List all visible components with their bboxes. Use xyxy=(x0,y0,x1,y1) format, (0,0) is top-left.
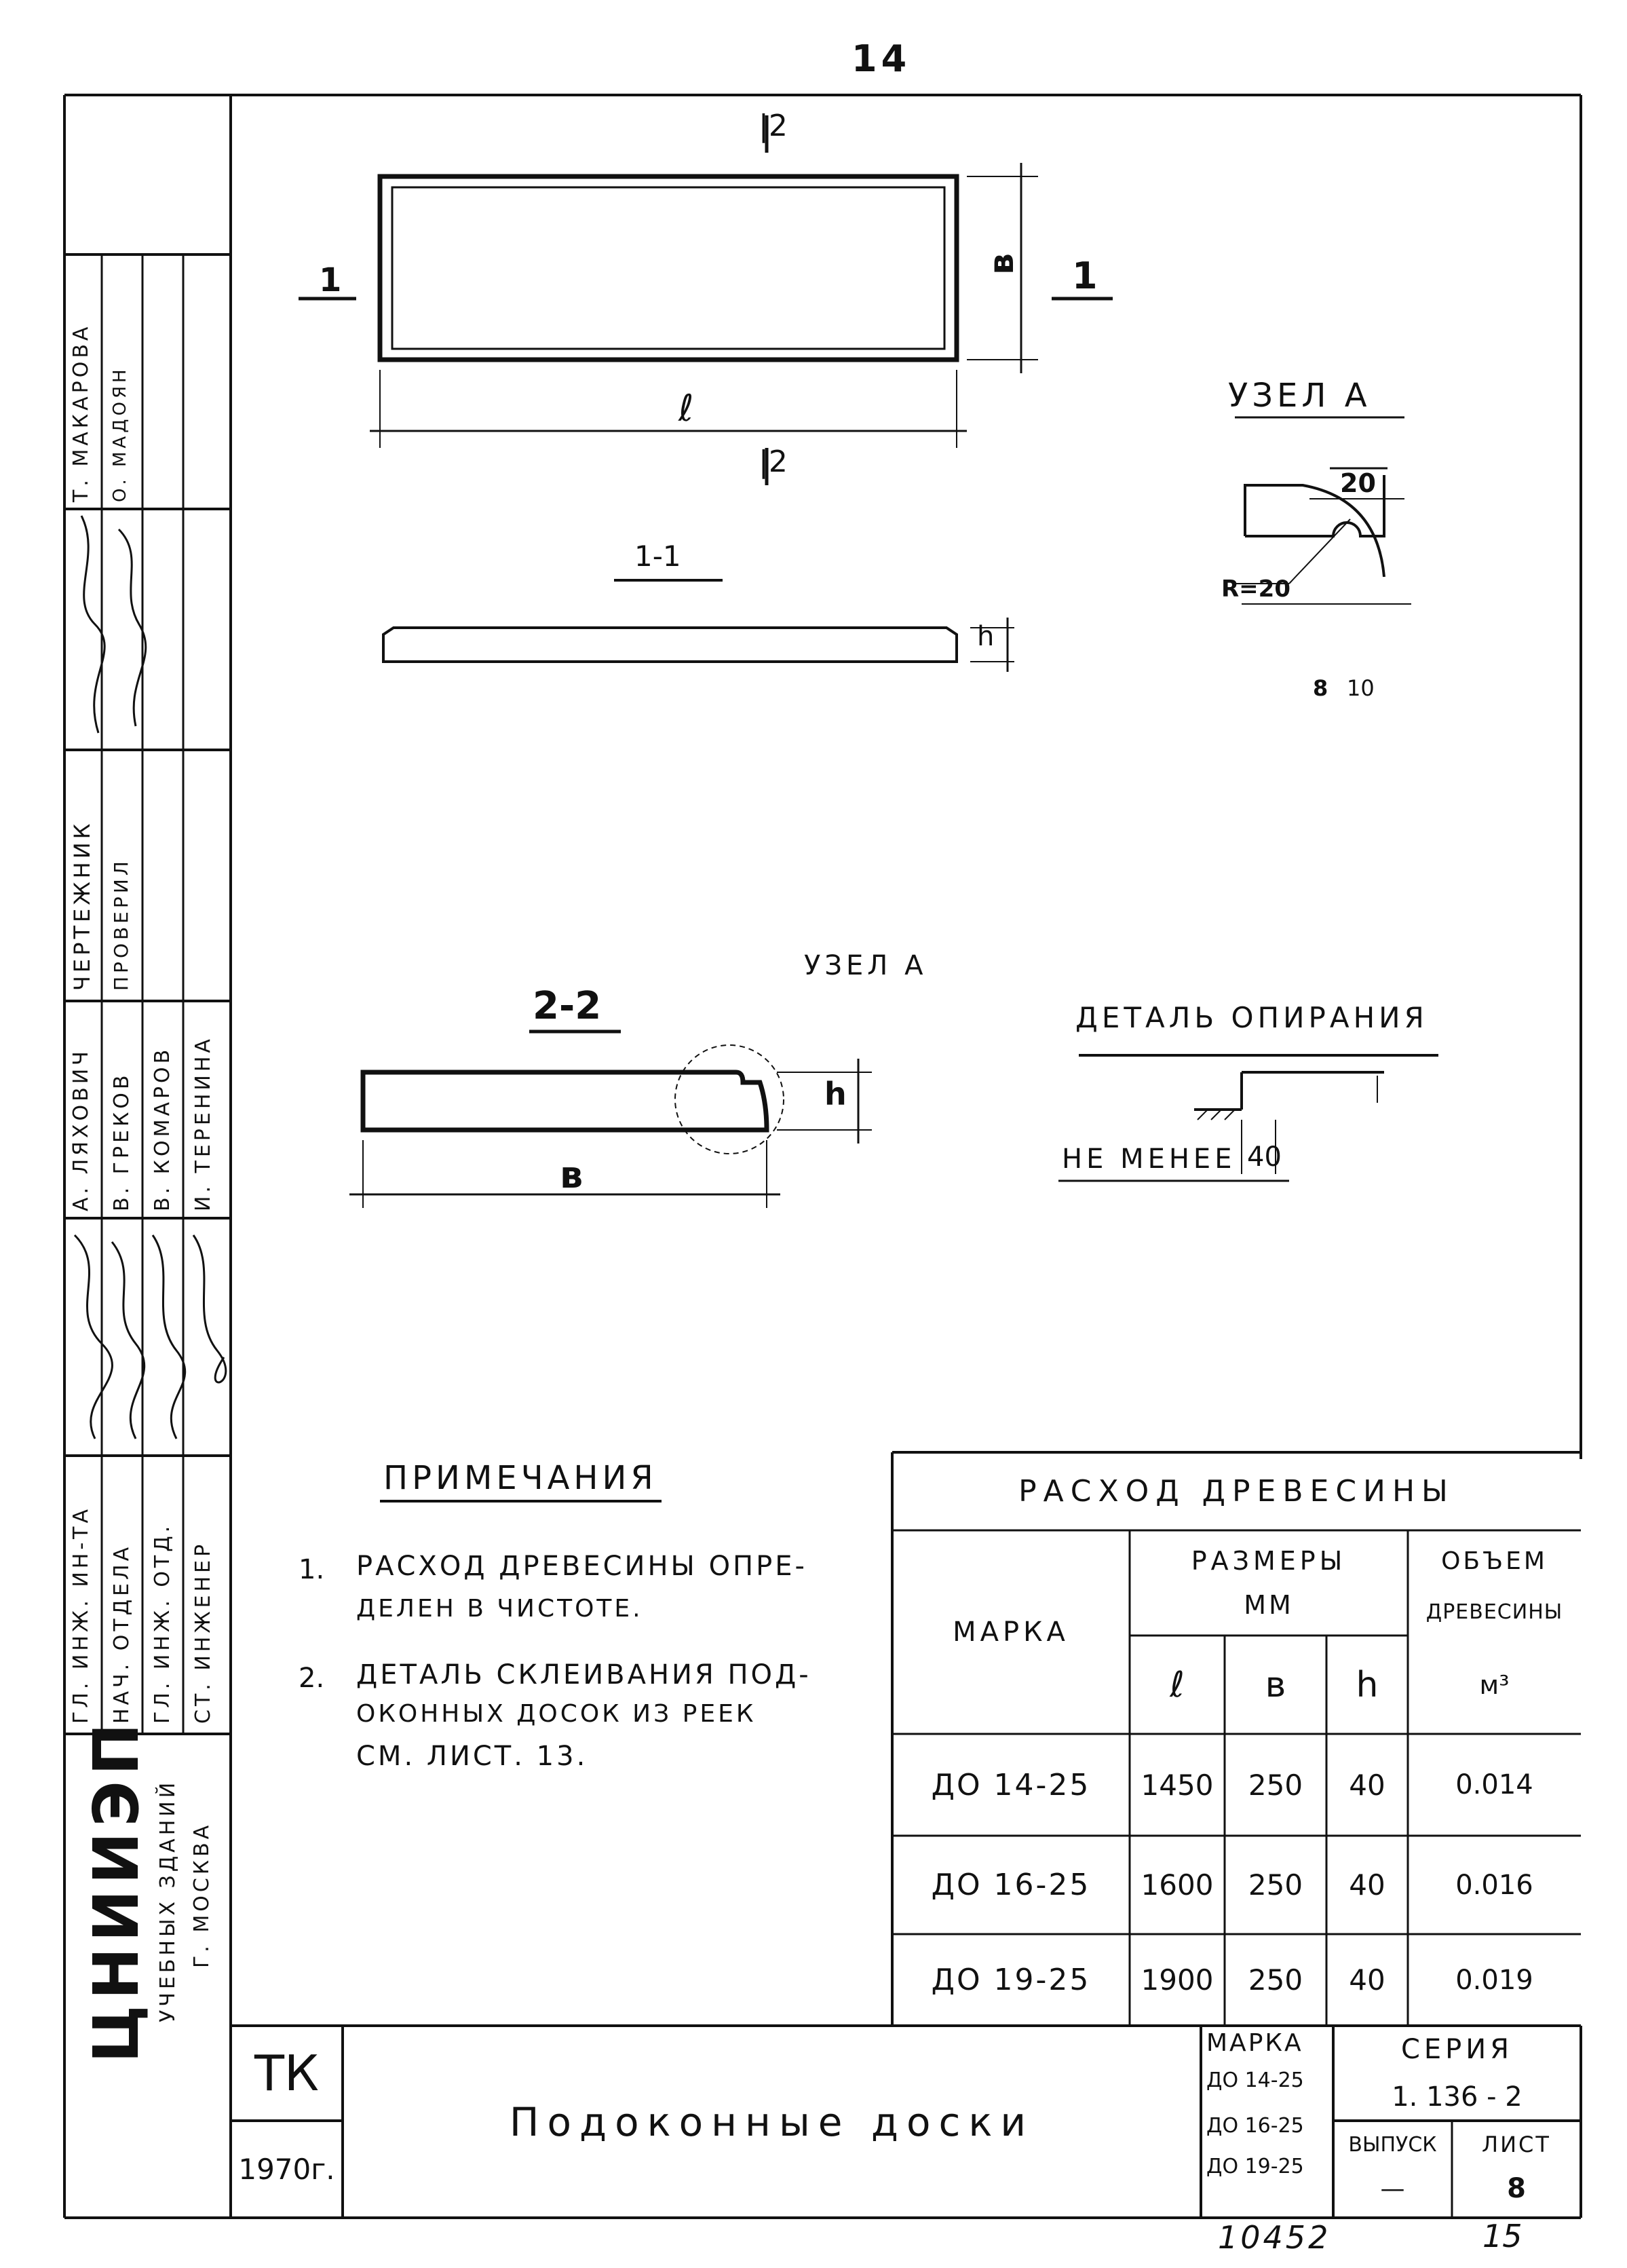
stamp-org-name: ЦНИИЭП xyxy=(80,1718,153,2063)
stamp-position-3: ГЛ. ИНЖ. ОТД. xyxy=(151,1522,174,1724)
table-row-3-b: 250 xyxy=(1248,1963,1303,1997)
table-row-1-b: 250 xyxy=(1248,1768,1303,1802)
stamp-role-name-1: Т. МАКАРОВА xyxy=(69,323,93,502)
plan-dim-top: |2 xyxy=(759,109,788,143)
plan-section-right: 1 xyxy=(1072,254,1098,297)
plan-dim-bottom: |2 xyxy=(759,445,788,479)
table-col-b: в xyxy=(1265,1664,1286,1705)
node-a-dim10: 10 xyxy=(1347,675,1375,701)
section-2-2-width: в xyxy=(560,1154,583,1196)
signature-scribbles xyxy=(75,516,226,1439)
title-block-mark-2: ДО 16-25 xyxy=(1206,2114,1304,2138)
note-1-line2: ДЕЛЕН В ЧИСТОТЕ. xyxy=(356,1595,643,1623)
table-col-marka: МАРКА xyxy=(953,1617,1069,1648)
section-2-2-label: 2-2 xyxy=(533,984,602,1028)
table-row-2-marka: ДО 16-25 xyxy=(931,1868,1091,1902)
note-2-line2: ОКОННЫХ ДОСОК ИЗ РЕЕК xyxy=(356,1700,757,1728)
title-block-marka-label: МАРКА xyxy=(1206,2029,1303,2057)
title-block-sheet-label: ЛИСТ xyxy=(1482,2132,1551,2157)
table-row-1-l: 1450 xyxy=(1141,1768,1214,1802)
note-2-num: 2. xyxy=(299,1663,325,1694)
stamp-name-1: А. ЛЯХОВИЧ xyxy=(69,1048,93,1211)
stamp-role-name-2: О. МАДОЯН xyxy=(110,366,130,502)
section-1-1-h: h xyxy=(977,621,995,652)
table-col-l: ℓ xyxy=(1170,1664,1185,1705)
plan-length-label: ℓ xyxy=(678,387,694,430)
section-2-2-h: h xyxy=(824,1076,847,1112)
stamp-position-1: ГЛ. ИНЖ. ИН-ТА xyxy=(69,1506,93,1724)
support-detail-dim: 40 xyxy=(1247,1141,1282,1173)
table-row-1-v: 0.014 xyxy=(1455,1769,1533,1800)
stamp-position-2: НАЧ. ОТДЕЛА xyxy=(110,1543,134,1724)
support-detail-text: НЕ МЕНЕЕ xyxy=(1062,1144,1236,1175)
section-1-1-label: 1-1 xyxy=(634,540,681,573)
node-a-radius: R=20 xyxy=(1221,575,1290,603)
table-title: РАСХОД ДРЕВЕСИНЫ xyxy=(1018,1474,1455,1509)
table-row-2-h: 40 xyxy=(1349,1868,1385,1902)
notes-title: ПРИМЕЧАНИЯ xyxy=(383,1459,657,1497)
table-col-sizes-unit: ММ xyxy=(1244,1590,1294,1620)
page-number-top: 14 xyxy=(851,37,911,80)
table-row-2-v: 0.016 xyxy=(1455,1869,1533,1901)
title-block-title: Подоконные доски xyxy=(509,2098,1035,2145)
table-col-volume2: ДРЕВЕСИНЫ xyxy=(1425,1600,1563,1624)
node-a-title: УЗЕЛ А xyxy=(1228,377,1371,415)
archive-page: 15 xyxy=(1482,2218,1523,2254)
plan-section-left: 1 xyxy=(319,261,342,299)
title-block-issue-value: — xyxy=(1380,2174,1405,2203)
title-block-sheet-value: 8 xyxy=(1507,2173,1526,2204)
section-2-2-node: УЗЕЛ А xyxy=(804,950,927,981)
note-2-line1: ДЕТАЛЬ СКЛЕИВАНИЯ ПОД- xyxy=(356,1659,811,1690)
table-row-2-b: 250 xyxy=(1248,1868,1303,1902)
title-block-issue-label: ВЫПУСК xyxy=(1348,2132,1437,2157)
stamp-name-2: В. ГРЕКОВ xyxy=(110,1072,134,1211)
table-col-h: h xyxy=(1356,1664,1379,1705)
note-1-num: 1. xyxy=(299,1554,325,1585)
table-row-2-l: 1600 xyxy=(1141,1868,1214,1902)
table-col-m3: м³ xyxy=(1479,1669,1510,1700)
table-col-sizes: РАЗМЕРЫ xyxy=(1191,1546,1347,1576)
table-row-1-h: 40 xyxy=(1349,1768,1385,1802)
archive-number: 10452 xyxy=(1218,2219,1331,2256)
plan-width-label: в xyxy=(981,253,1021,275)
table-col-volume1: ОБЪЕМ xyxy=(1441,1547,1548,1575)
table-row-3-v: 0.019 xyxy=(1455,1964,1533,1996)
table-row-3-marka: ДО 19-25 xyxy=(931,1963,1091,1997)
node-a-dim20: 20 xyxy=(1340,468,1376,498)
note-2-line3: СМ. ЛИСТ. 13. xyxy=(356,1741,588,1772)
title-block-series-label: СЕРИЯ xyxy=(1400,2034,1514,2065)
stamp-position-4: СТ. ИНЖЕНЕР xyxy=(191,1541,215,1724)
title-block-mark-3: ДО 19-25 xyxy=(1206,2155,1304,2178)
support-detail-title: ДЕТАЛЬ ОПИРАНИЯ xyxy=(1075,1001,1428,1034)
stamp-name-4: И. ТЕРЕНИНА xyxy=(191,1036,215,1211)
title-block-series-value: 1. 136 - 2 xyxy=(1392,2081,1523,2113)
table-row-3-h: 40 xyxy=(1349,1963,1385,1997)
title-block-mark-1: ДО 14-25 xyxy=(1206,2068,1304,2092)
note-1-line1: РАСХОД ДРЕВЕСИНЫ ОПРЕ- xyxy=(356,1551,807,1582)
title-block-year: 1970г. xyxy=(238,2153,335,2186)
stamp-role-proveril: ПРОВЕРИЛ xyxy=(110,858,132,991)
node-a-dim8: 8 xyxy=(1313,675,1328,701)
stamp-role-chertezhnik: ЧЕРТЕЖНИК xyxy=(69,820,95,991)
stamp-name-3: В. КОМАРОВ xyxy=(151,1046,174,1211)
table-row-1-marka: ДО 14-25 xyxy=(931,1767,1091,1802)
table-row-3-l: 1900 xyxy=(1141,1963,1214,1997)
title-block-code: ТК xyxy=(254,2045,320,2102)
stamp-org-sub1: УЧЕБНЫХ ЗДАНИЙ xyxy=(156,1779,180,2022)
stamp-org-sub2: Г. МОСКВА xyxy=(190,1821,214,1968)
